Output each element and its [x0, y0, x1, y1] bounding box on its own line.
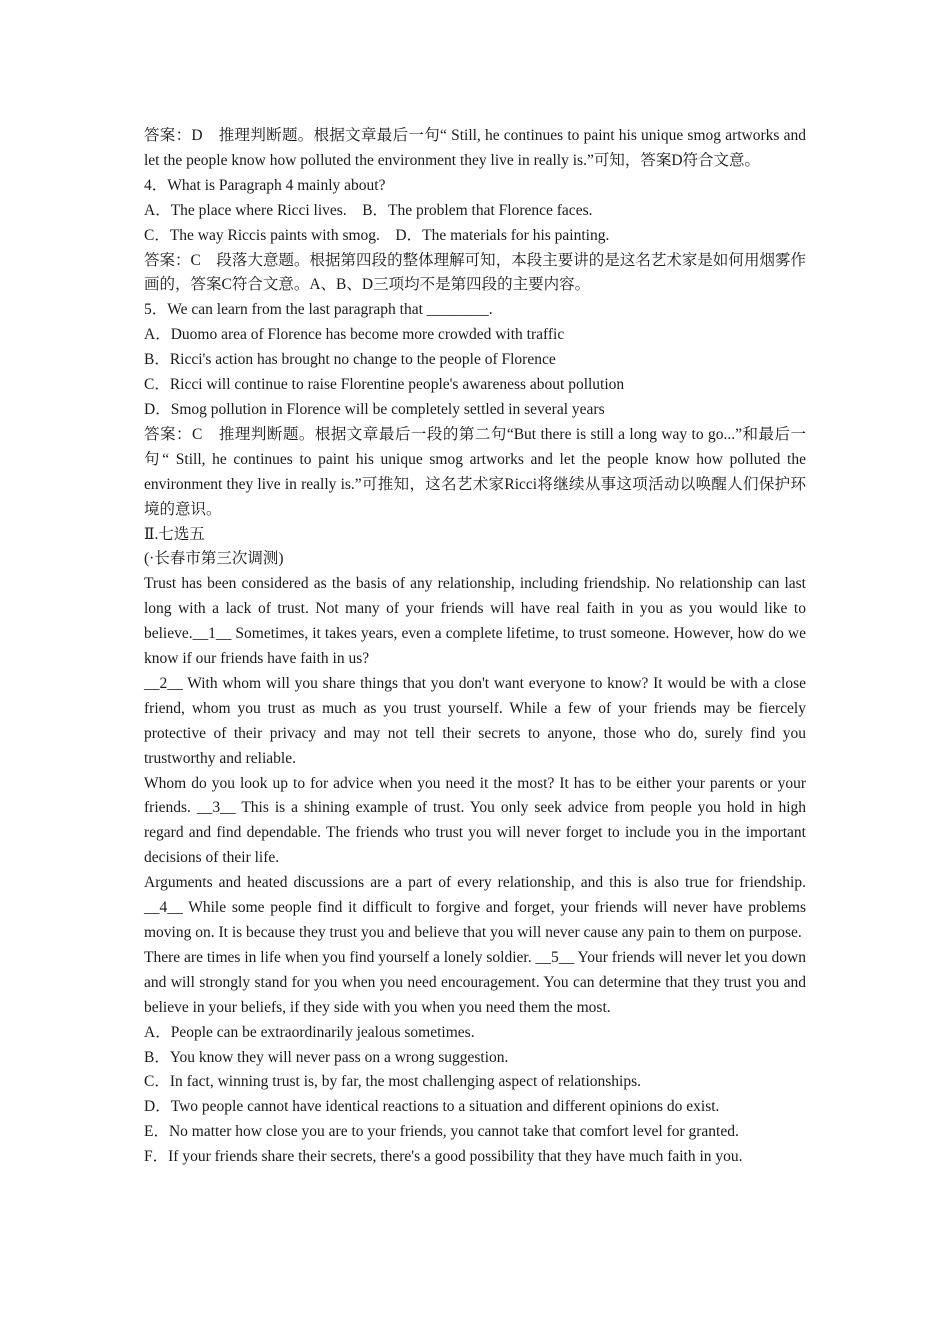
q4-answer: 答案：C 段落大意题。根据第四段的整体理解可知，本段主要讲的是这名艺术家是如何用烟雾作画的，答案C符合文意。A、B、D三项均不是第四段的主要内容。	[144, 251, 806, 294]
option-c: C．In fact, winning trust is, by far, the most challenging aspect of relationships.	[144, 1073, 641, 1091]
passage-paragraph-2: __2__ With whom will you share things that you don't want everyone to know? It would be with a close friend, whom you trust as much as you trust yourself. While a few of your friends may be fiercely protective of their privacy and may not tell their secrets to anyone, those who do, surely find you trustworthy and reliable.	[144, 674, 806, 767]
option-a: A．People can be extraordinarily jealous sometimes.	[144, 1023, 475, 1041]
passage-paragraph-3: Whom do you look up to for advice when you need it the most? It has to be either your parents or your friends. __3__ This is a shining example of trust. You only seek advice from people you hold in high regard and find dependable. The friends who trust you will never forget to include you in the important decisions of their life.	[144, 774, 806, 867]
section-source: (·长春市第三次调测)	[144, 550, 284, 568]
option-b: B．You know they will never pass on a wrong suggestion.	[144, 1048, 509, 1066]
option-e: E．No matter how close you are to your friends, you cannot take that comfort level for granted.	[144, 1123, 739, 1141]
q5-stem: 5．We can learn from the last paragraph that ________.	[144, 301, 493, 319]
passage-paragraph-1: Trust has been considered as the basis of any relationship, including friendship. No relationship can last long with a lack of trust. Not many of your friends will have real faith in you as you would like to believe.__1__ Sometimes, it takes years, even a complete lifetime, to trust someone. However, how do we know if our friends have faith in us?	[144, 575, 806, 668]
q5-answer: 答案：C 推理判断题。根据文章最后一段的第二句“But there is still a long way to go...”和最后一句“ Still, he continues to paint his unique smog artworks and let the people know how polluted the environment they live in really is.”可推知，这名艺术家Ricci将继续从事这项活动以唤醒人们保护环境的意识。	[144, 425, 806, 518]
q5-option-b: B．Ricci's action has brought no change to the people of Florence	[144, 351, 556, 369]
q5-option-a: A．Duomo area of Florence has become more crowded with traffic	[144, 326, 565, 344]
q3-answer: 答案：D 推理判断题。根据文章最后一句“ Still, he continues to paint his unique smog artworks and let the people know how polluted the environment they live in really is.”可知，答案D符合文意。	[144, 127, 806, 169]
option-f: F．If your friends share their secrets, there's a good possibility that they have much faith in you.	[144, 1148, 743, 1166]
q4-options-cd: C．The way Riccis paints with smog. D．The materials for his painting.	[144, 226, 610, 244]
passage-paragraph-5: There are times in life when you find yourself a lonely soldier. __5__ Your friends will never let you down and will strongly stand for you when you need encouragement. You can determine that they trust you and believe in your beliefs, if they side with you when you need them the most.	[144, 948, 806, 1016]
q5-option-d: D．Smog pollution in Florence will be completely settled in several years	[144, 400, 605, 418]
q5-option-c: C．Ricci will continue to raise Florentine people's awareness about pollution	[144, 376, 625, 394]
option-d: D．Two people cannot have identical reactions to a situation and different opinions do exist.	[144, 1098, 720, 1116]
q4-stem: 4．What is Paragraph 4 mainly about?	[144, 176, 386, 194]
q4-options-ab: A．The place where Ricci lives. B．The problem that Florence faces.	[144, 201, 593, 219]
section-heading: Ⅱ.七选五	[144, 525, 205, 543]
document-page	[144, 124, 806, 1170]
passage-paragraph-4: Arguments and heated discussions are a part of every relationship, and this is also true for friendship. __4__ While some people find it difficult to forgive and forget, your friends will never have problems moving on. It is because they trust you and believe that you will never cause any pain to them on purpose.	[144, 874, 806, 941]
